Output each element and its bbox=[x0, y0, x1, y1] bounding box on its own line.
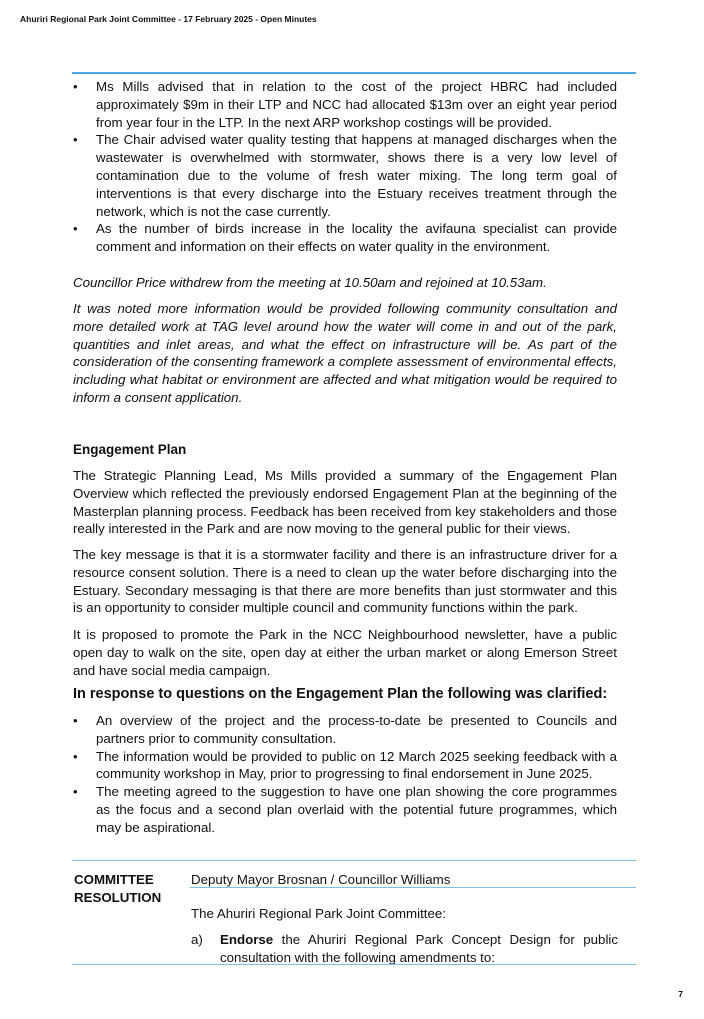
list-item: • The information would be provided to public on 12 March 2025 seeking feedback with a community workshop in May, prior to progressing to final endorsement in June 2025. bbox=[73, 748, 617, 784]
item-verb: Endorse bbox=[220, 932, 274, 947]
list-item: • Ms Mills advised that in relation to the cost of the project HBRC had included approximately $9m in their LTP and NCC had allocated $13m over an eight year period from year four in the LTP. In the next ARP workshop costings will be provided. bbox=[73, 78, 617, 131]
list-item: • An overview of the project and the process-to-date be presented to Councils and partners prior to community consultation. bbox=[73, 712, 617, 748]
item-letter: a) bbox=[191, 932, 203, 947]
section-heading: Engagement Plan bbox=[73, 442, 187, 457]
promotion-paragraph: It is proposed to promote the Park in the NCC Neighbourhood newsletter, have a public open day to walk on the site, open day at either the urban market or along Emerson Street and have social media campaign. bbox=[73, 627, 617, 678]
noted-paragraph: It was noted more information would be provided following community consultation and more detailed work at TAG level around how the water will come in and out of the park, quantities and inlet areas, and what the effect on infrastructure will be. As part of the consideration of the consenting framework a complete assessment of environmental effects, including what habitat or environment are affected and what mitigation would be required to inform a consent application. bbox=[73, 301, 617, 405]
resolution-intro: The Ahuriri Regional Park Joint Committee: bbox=[191, 906, 446, 921]
clarified-bullet-list bbox=[73, 712, 617, 837]
page-number: 7 bbox=[678, 989, 683, 999]
withdrawal-note: Councillor Price withdrew from the meeting at 10.50am and rejoined at 10.53am. bbox=[73, 275, 547, 290]
resolution-bottom-divider bbox=[72, 964, 636, 965]
resolution-label: COMMITTEE RESOLUTION bbox=[74, 872, 162, 905]
engagement-paragraph: The Strategic Planning Lead, Ms Mills provided a summary of the Engagement Plan Overview which reflected the previously endorsed Engagement Plan at the beginning of the Masterplan planning process. Feedback has been received from key stakeholders and those really interested in the Park and are now moving to the general public for their views. bbox=[73, 468, 618, 537]
resolution-item bbox=[191, 931, 618, 967]
item-text: the Ahuriri Regional Park Concept Design for public consultation with the following amendments to: bbox=[220, 932, 618, 965]
list-item: • As the number of birds increase in the locality the avifauna specialist can provide comment and information on their effects on water quality in the environment. bbox=[73, 220, 617, 256]
list-item: • The Chair advised water quality testing that happens at managed discharges when the wastewater is overwhelmed with stormwater, shows there is a very low level of contamination due to the volume of fresh water mixing. The long term goal of interventions is that every discharge into the Estuary receives treatment through the network, which is not the case currently. bbox=[73, 131, 617, 220]
top-bullet-list bbox=[73, 78, 617, 256]
clarified-heading: In response to questions on the Engagement Plan the following was clarified: bbox=[73, 686, 608, 702]
key-message-paragraph: The key message is that it is a stormwater facility and there is an infrastructure driver for a resource consent solution. There is a need to clean up the water before discharging into the Estuary. Secondary messaging is that there are more benefits than just stormwater and this is an opportunity to consider multiple council and community functions within the park. bbox=[73, 547, 617, 616]
top-divider bbox=[72, 72, 636, 74]
movers-underline bbox=[190, 887, 636, 888]
resolution-movers: Deputy Mayor Brosnan / Councillor Williams bbox=[191, 872, 451, 887]
resolution-top-divider bbox=[72, 860, 636, 861]
running-header: Ahuriri Regional Park Joint Committee - 17 February 2025 - Open Minutes bbox=[20, 14, 317, 24]
list-item: • The meeting agreed to the suggestion to have one plan showing the core programmes as the focus and a second plan overlaid with the potential future programmes, which may be aspirational. bbox=[73, 783, 617, 836]
